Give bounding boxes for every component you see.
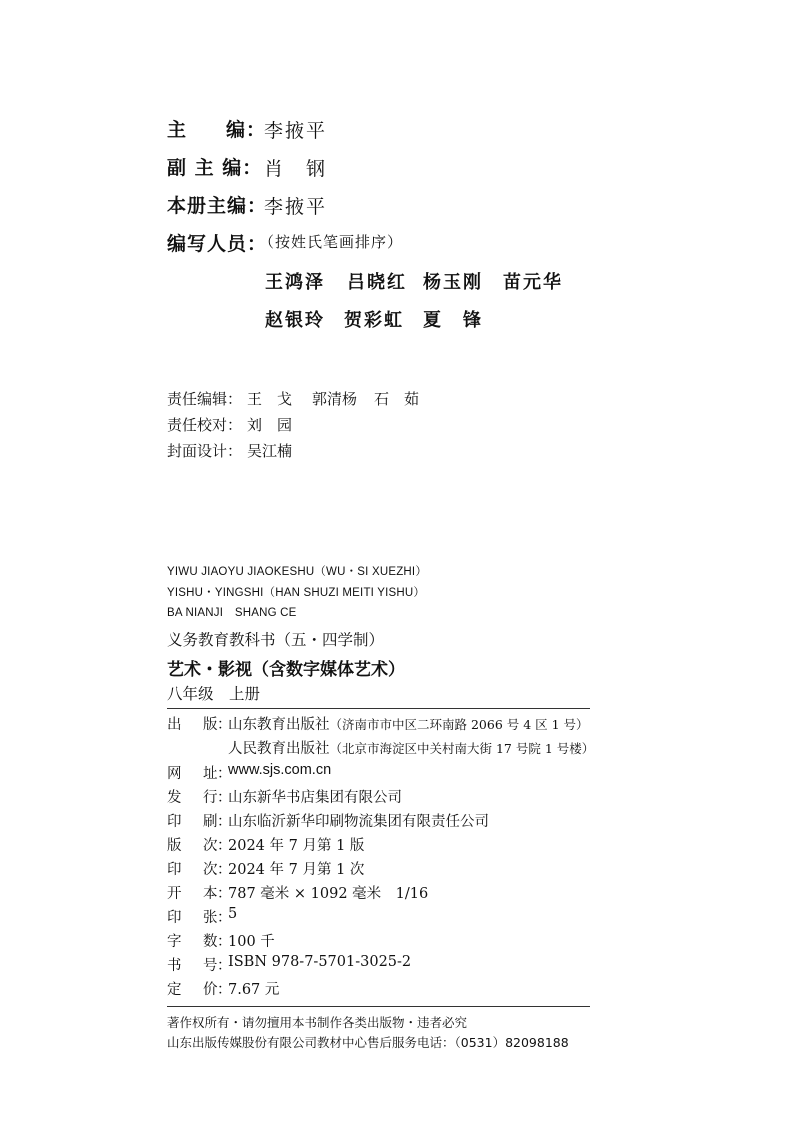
proofreader-label: 责任校对：: [167, 416, 243, 434]
responsible-editor-name: 石 茹: [374, 390, 420, 408]
label-char: 开: [167, 886, 182, 902]
service-phone: 山东出版传媒股份有限公司教材中心售后服务电话：（0531）82098188: [167, 1035, 569, 1050]
publisher-2: [228, 737, 594, 758]
label-char: 次: [203, 862, 218, 878]
website-value: www.sjs.com.cn: [228, 762, 332, 778]
book-series: 义务教育教科书（五・四学制）: [167, 631, 385, 649]
pinyin-line: YIWU JIAOYU JIAOKESHU（WU・SI XUEZHI）: [167, 566, 428, 578]
label-colon: ：: [217, 814, 232, 830]
label-char: 数: [203, 934, 218, 950]
label-colon: ：: [217, 982, 232, 998]
info-label: [167, 882, 232, 904]
writer-name: 杨玉刚: [423, 272, 483, 293]
info-label: [167, 762, 232, 784]
label-colon: ：: [217, 862, 232, 878]
responsible-editor-name: 郭清杨: [312, 390, 358, 408]
info-label: [167, 810, 232, 832]
publisher-address: （北京市海淀区中关村南大街 17 号院 1 号楼）: [329, 741, 595, 756]
chief-editor-colon: ：: [246, 119, 267, 141]
label-char: 定: [167, 982, 182, 998]
label-char: 发: [167, 790, 182, 806]
writer-name: 贺彩虹: [344, 310, 404, 331]
chief-editor-value: 李掖平: [264, 120, 328, 142]
label-char: 网: [167, 766, 182, 782]
publisher-1: [228, 713, 589, 734]
writer-name: 赵银玲: [265, 310, 325, 331]
divider-bottom: [167, 1006, 590, 1007]
label-char: 书: [167, 958, 182, 974]
label-char: 次: [203, 838, 218, 854]
label-colon: ：: [217, 717, 232, 733]
cover-designer-label: 封面设计：: [167, 442, 243, 460]
publisher-name: 山东教育出版社: [228, 717, 330, 733]
deputy-editor-value: 肖 钢: [264, 158, 328, 180]
info-label: [167, 978, 232, 1000]
chief-editor-label-b: 编: [226, 119, 247, 141]
info-label: [167, 954, 232, 976]
copyright-notice: 著作权所有・请勿擅用本书制作各类出版物・违者必究: [167, 1015, 468, 1030]
label-char: 行: [203, 790, 218, 806]
publisher-name: 人民教育出版社: [228, 741, 330, 757]
info-label: [167, 906, 232, 928]
label-char: 字: [167, 934, 182, 950]
responsible-editor-name: 王 戈: [247, 390, 293, 408]
proofreader-name: 刘 园: [247, 416, 293, 434]
divider-top: [167, 708, 590, 709]
edition-value: 2024 年 7 月第 1 版: [228, 838, 365, 854]
pinyin-line: YISHU・YINGSHI（HAN SHUZI MEITI YISHU）: [167, 587, 426, 599]
label-colon: ：: [217, 958, 232, 974]
chief-editor-label-a: 主: [167, 119, 188, 141]
label-char: 印: [167, 910, 182, 926]
info-label: [167, 834, 232, 856]
label-char: 号: [203, 958, 218, 974]
label-char: 价: [203, 982, 218, 998]
distributor-value: 山东新华书店集团有限公司: [228, 790, 402, 806]
label-char: 印: [167, 862, 182, 878]
printing-value: 2024 年 7 月第 1 次: [228, 862, 365, 878]
deputy-editor-label: 副 主 编：: [167, 157, 263, 179]
responsible-editor-label: 责任编辑：: [167, 390, 243, 408]
info-label: [167, 858, 232, 880]
price-value: 7.67 元: [228, 982, 280, 998]
volume-editor-value: 李掖平: [264, 196, 328, 218]
printer-value: 山东临沂新华印刷物流集团有限责任公司: [228, 814, 489, 830]
isbn-value: ISBN 978-7-5701-3025-2: [228, 954, 412, 970]
label-char: 刷: [203, 814, 218, 830]
writers-note: （按姓氏笔画排序）: [259, 233, 404, 251]
sheets-value: 5: [228, 906, 238, 922]
label-char: 本: [203, 886, 218, 902]
label-colon: ：: [217, 934, 232, 950]
publisher-label: [167, 713, 232, 735]
publisher-address: （济南市市中区二环南路 2066 号 4 区 1 号）: [329, 717, 589, 732]
label-char: 版: [167, 838, 182, 854]
label-colon: ：: [217, 910, 232, 926]
label-char: 版: [203, 717, 218, 733]
label-char: 张: [203, 910, 218, 926]
pinyin-line: BA NIANJI SHANG CE: [167, 607, 297, 619]
label-colon: ：: [217, 838, 232, 854]
label-char: 出: [167, 717, 182, 733]
writer-name: 夏 锋: [423, 310, 483, 331]
label-colon: ：: [217, 790, 232, 806]
info-label: [167, 786, 232, 808]
book-title: 艺术・影视（含数字媒体艺术）: [167, 660, 405, 680]
writer-name: 吕晓红: [347, 272, 407, 293]
volume-editor-label: 本册主编：: [167, 195, 268, 217]
writer-name: 王鸿泽: [265, 272, 325, 293]
label-colon: ：: [217, 766, 232, 782]
format-value: 787 毫米 × 1092 毫米 1/16: [228, 886, 429, 902]
word-count-value: 100 千: [228, 934, 275, 950]
info-label: [167, 930, 232, 952]
label-colon: ：: [217, 886, 232, 902]
cover-designer-name: 吴江楠: [247, 442, 293, 460]
writers-label: 编写人员：: [167, 233, 268, 255]
label-char: 址: [203, 766, 218, 782]
writer-name: 苗元华: [503, 272, 563, 293]
label-char: 印: [167, 814, 182, 830]
book-grade: 八年级 上册: [167, 685, 261, 703]
